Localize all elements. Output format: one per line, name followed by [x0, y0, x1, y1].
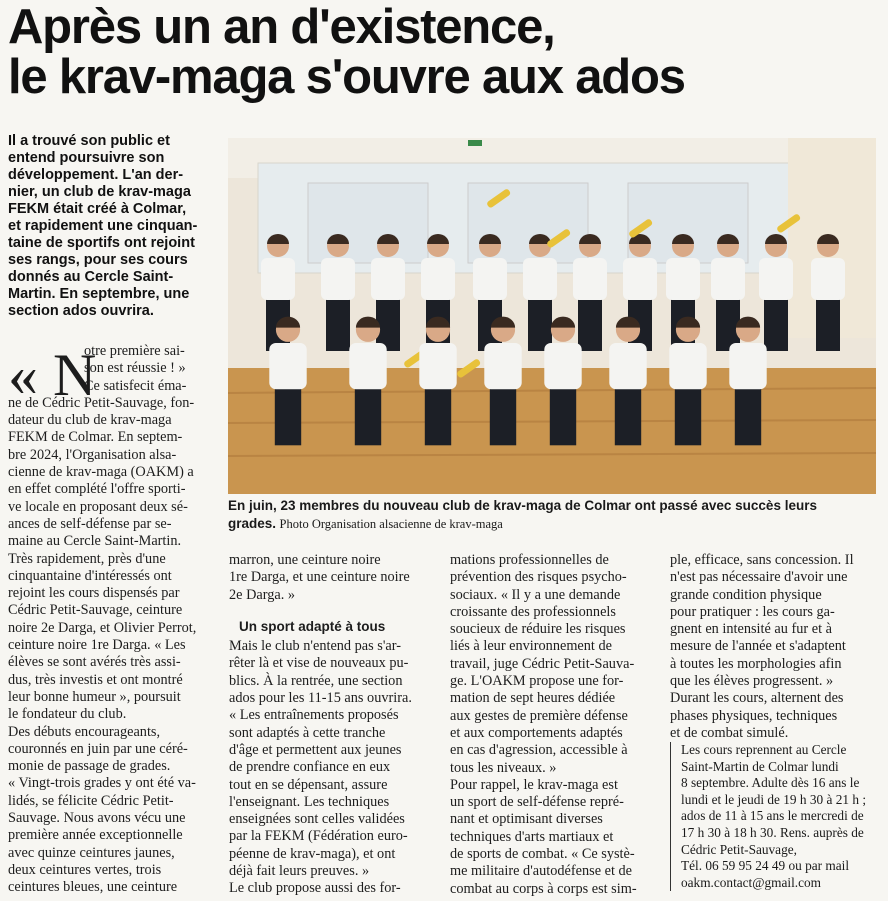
article-line: mations professionnelles de [450, 552, 609, 568]
subheading: Un sport adapté à tous [239, 618, 386, 634]
article-line: un sport de self-défense repré- [450, 794, 624, 811]
article-line: ceintures bleues, une ceinture [8, 879, 178, 896]
article-line: avec quinze ceintures jaunes, [8, 844, 175, 861]
article-column-4 [670, 552, 880, 742]
article-line: l'enseignant. Les techniques [229, 793, 390, 810]
article-line: monie de passage de grades. [8, 758, 171, 775]
article-line: grande condition physique [670, 586, 822, 603]
article-line: deux ceintures vertes, trois [8, 861, 162, 878]
lede-line: section ados ouvrira. [8, 303, 154, 319]
article-line: mation de sept heures dédiée [450, 690, 616, 707]
article-line: 2e Darga. » [229, 586, 296, 603]
article-line: phases physiques, techniques [670, 707, 838, 724]
article-line: gnent en intensité au fur et à [670, 621, 832, 638]
article-line: rêter là et vise de nouveaux pu- [229, 655, 409, 672]
article-line: soucieux de réduire les risques [450, 621, 626, 638]
info-line: Saint-Martin de Colmar lundi [681, 758, 839, 774]
article-line: travail, juge Cédric Petit-Sauva- [450, 655, 635, 672]
article-line: et aux comportements adaptés [450, 724, 623, 741]
article-line: enseignées sont celles validées [229, 811, 405, 828]
article-line: dateur du club de krav-maga [8, 412, 172, 429]
article-line: blics. À la rentrée, une section [229, 672, 403, 689]
article-line: liés à leur environnement de [450, 638, 612, 655]
article-line: ge. L'OAKM propose une for- [450, 673, 624, 690]
article-line: FEKM de Colmar. En septem- [8, 429, 183, 446]
article-line: tout en se dépensant, assure [229, 776, 388, 793]
article-line: ados pour les 11-15 ans ouvrira. [229, 690, 412, 707]
lede-line: FEKM était créé à Colmar, [8, 201, 187, 217]
article-line: d'âge et permettent aux jeunes [229, 741, 402, 758]
article-line: péenne de krav-maga), et ont [229, 845, 396, 862]
headline-line-1: Après un an d'existence, [8, 0, 555, 54]
article-line: ceinture noire 1re Darga. « Les [8, 637, 186, 654]
article-line: sociaux. « Il y a une demande [450, 586, 621, 603]
info-line: 17 h 30 à 18 h 30. Rens. auprès de [681, 824, 864, 840]
article-line: « Vingt-trois grades y ont été va- [8, 775, 196, 792]
article-line: le fondateur du club. [8, 706, 127, 723]
article-line: mesure de l'année et s'adaptent [670, 638, 846, 655]
article-line: lidés, se félicite Cédric Petit- [8, 792, 174, 809]
article-line: leur bonne humeur », poursuit [8, 688, 181, 705]
article-line: ne de Cédric Petit-Sauvage, fon- [8, 394, 195, 411]
article-line: pour pratiquer : les cours ga- [670, 603, 835, 620]
article-line: en effet complété l'offre sporti- [8, 481, 186, 498]
article-line: couronnés en juin par une céré- [8, 740, 188, 757]
article-column-1 [8, 343, 220, 897]
info-line: oakm.contact@gmail.com [681, 874, 822, 890]
article-line: Durant les cours, alternent des [670, 690, 844, 707]
article-line: bre 2024, l'Organisation alsa- [8, 446, 177, 463]
article-line: ances de self-défense par se- [8, 515, 172, 532]
lede-line: entend poursuivre son [8, 150, 165, 166]
article-line: noire 2e Darga, et Olivier Perrot, [8, 619, 197, 636]
article-line: 1re Darga, et une ceinture noire [229, 569, 410, 586]
lede-line: donnés au Cercle Saint- [8, 269, 174, 285]
article-line: déjà fait leurs preuves. » [229, 863, 370, 880]
article-line: Cédric Petit-Sauvage, ceinture [8, 602, 183, 619]
info-line: ados de 11 à 15 ans le mercredi de [681, 808, 864, 824]
article-line: Sauvage. Nous avons vécu une [8, 810, 186, 827]
lede-line: nier, un club de krav-maga [8, 184, 191, 200]
photo-caption [228, 497, 880, 533]
article-column-2 [229, 552, 435, 898]
article-line: me militaire d'autodéfense et de [450, 863, 633, 880]
info-line: Tél. 06 59 95 24 49 ou par mail [681, 858, 850, 874]
info-line: 8 septembre. Adulte dès 16 ans le [681, 775, 860, 791]
info-line: Cédric Petit-Sauvage, [681, 841, 797, 857]
article-line: combat au corps à corps est sim- [450, 880, 637, 897]
article-line: n'est pas nécessaire d'avoir une [670, 569, 848, 586]
article-line: marron, une ceinture noire [229, 552, 381, 568]
article-column-3 [450, 552, 656, 898]
caption-bold-1: En juin, 23 membres du nouveau club de krav-maga de Colmar ont passé avec succès leurs [228, 498, 817, 513]
lede [8, 133, 220, 320]
article-line: de sports de combat. « Ce systè- [450, 846, 635, 863]
article-line: en cas d'agression, accessible à [450, 742, 628, 759]
info-line: lundi et le jeudi de 19 h 30 à 21 h ; [681, 791, 867, 807]
article-line: par la FEKM (Fédération euro- [229, 828, 408, 845]
article-line: « Les entraînements proposés [229, 707, 399, 724]
article-line: et de combat simulé. [670, 724, 789, 741]
article-line: Des débuts encourageants, [8, 723, 161, 740]
article-line: que les élèves progressent. » [670, 673, 834, 690]
article-line: cinquantaine d'intéressés ont [8, 567, 172, 584]
info-line: Les cours reprennent au Cercle [681, 742, 847, 757]
article-line: aux gestes de première défense [450, 707, 628, 724]
article-line: de prendre confiance en eux [229, 759, 391, 776]
article-line: prévention des risques psycho- [450, 569, 627, 586]
lede-line: développement. L'an der- [8, 167, 184, 183]
article-line: tous les niveaux. » [450, 759, 557, 776]
article-line: Pour rappel, le krav-maga est [450, 776, 618, 793]
lede-line: ses rangs, pour ses cours [8, 252, 188, 268]
lede-line: taine de sportifs ont rejoint [8, 235, 195, 251]
group-photo-illustration [228, 138, 876, 494]
article-line: maine au Cercle Saint-Martin. [8, 533, 182, 550]
article-line: techniques d'arts martiaux et [450, 828, 614, 845]
info-box [670, 742, 880, 891]
article-line: Mais le club n'entend pas s'ar- [229, 638, 402, 655]
caption-bold-2: grades. [228, 516, 277, 531]
dropcap: « N [8, 342, 97, 408]
headline [8, 2, 880, 102]
lede-line: Martin. En septembre, une [8, 286, 190, 302]
headline-line-2: le krav-maga s'ouvre aux ados [8, 50, 685, 104]
article-line: sont adaptés à cette tranche [229, 724, 386, 741]
article-line: cienne de krav-maga (OAKM) a [8, 464, 194, 481]
article-line: Le club propose aussi des for- [229, 880, 401, 897]
article-line: Ce satisfecit éma- [84, 377, 187, 394]
caption-credit: Photo Organisation alsacienne de krav-maga [279, 517, 503, 531]
article-line: nant et optimisant diverses [450, 811, 603, 828]
article-line: à toutes les morphologies afin [670, 655, 842, 672]
article-line: élèves se sont avérés très assi- [8, 654, 181, 671]
article-line: croissante des professionnels [450, 603, 616, 620]
article-line: première année exceptionnelle [8, 827, 183, 844]
lede-line: et rapidement une cinquan- [8, 218, 198, 234]
article-line: otre première sai- [84, 343, 185, 359]
article-line: ve locale en proposant deux sé- [8, 498, 188, 515]
article-line: dus, très investis et ont montré [8, 671, 183, 688]
lede-line: Il a trouvé son public et [8, 133, 170, 149]
group-photo [228, 138, 876, 494]
article-line: rejoint les cours dispensés par [8, 585, 180, 602]
article-line: ple, efficace, sans concession. Il [670, 552, 854, 568]
article-line: son est réussie ! » [84, 360, 186, 377]
article-line: Très rapidement, près d'une [8, 550, 166, 567]
